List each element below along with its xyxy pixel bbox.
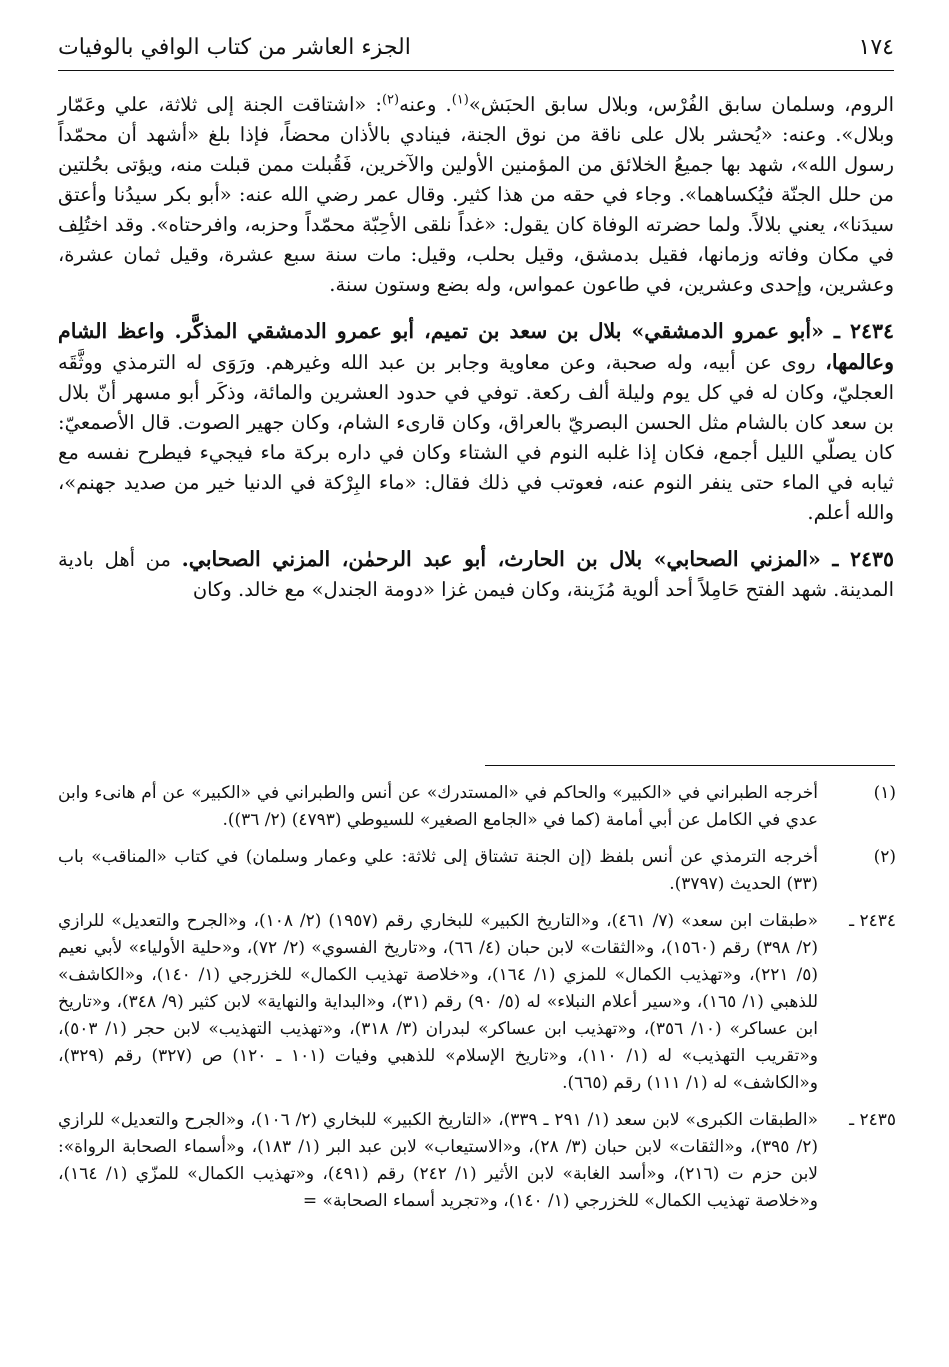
footnote	[58, 908, 896, 1097]
footnote-mark: ٢٤٣٤ ـ	[849, 911, 896, 931]
header-rule	[58, 70, 894, 71]
footnote	[58, 1107, 896, 1215]
para-text: الروم، وسلمان سابق الفُرْس، وبلال سابق الحبَش»	[468, 93, 894, 116]
footnote-text: «طبقات ابن سعد» (٧/ ٤٦١)، و«التاريخ الكبير» للبخاري رقم (١٩٥٧) (٢/ ١٠٨)، و«الجرح والتعديل» للرازي (٢/ ٣٩٨) رقم (١٥٦٠)، و«الثقات» لابن حبان (٤/ ٦٦)، و«تاريخ الفسوي» (٢/ ٧٢)، و«حلية الأولياء» لأبي نعيم (٥/ ٢٢١)، و«تهذيب الكمال» للمزي (١/ ١٦٤)، و«خلاصة تهذيب الكمال» للخزرجي (١/ ١٤٠)، و«الكاشف» للذهبي (١/ ١٦٥)، و«سير أعلام النبلاء» له (٥/ ٩٠) رقم (٣١)، و«البداية والنهاية» لابن كثير (٩/ ٣٤٨)، و«تاريخ ابن عساكر» (١٠/ ٣٥٦)، و«تهذيب ابن عساكر» لبدران (٣/ ٣١٨)، و«تهذيب التهذيب» لابن حجر (١/ ٥٠٣)، و«تقريب التهذيب» له (١/ ١١٠)، و«تاريخ الإسلام» للذهبي وفيات (١٠١ ـ ١٢٠) ص (٣٢٧) رقم (٣٢٩)، و«الكاشف» له (١/ ١١١) رقم (٦٦٥).	[58, 911, 819, 1093]
main-text	[58, 90, 894, 621]
footnote-rule	[485, 765, 895, 766]
footnote	[58, 844, 896, 898]
footnote-mark: ٢٤٣٥ ـ	[849, 1110, 896, 1130]
running-title: الجزء العاشر من كتاب الوافي بالوفيات	[58, 35, 411, 60]
entry-text: من أهل بادية المدينة. شهد الفتح حَامِلاً أحد ألوية مُزَينة، وكان فيمن غزا «دومة الجندل» مع خالد. وكان	[58, 548, 894, 601]
footnote-text: «الطبقات الكبرى» لابن سعد (١/ ٢٩١ ـ ٣٣٩)، «التاريخ الكبير» للبخاري (٢/ ١٠٦)، و«الجرح والتعديل» للرازي (٢/ ٣٩٥)، و«الثقات» لابن حبان (٣/ ٢٨)، و«الاستيعاب» لابن عبد البر (١/ ١٨٣)، و«أسماء الصحابة الرواة»: لابن حزم ت (٢١٦)، و«أسد الغابة» لابن الأثير (١/ ٢٤٢) رقم (٤٩١)، و«تهذيب الكمال» للمزّي (١/ ١٦٤)، و«خلاصة تهذيب الكمال» للخزرجي (١/ ١٤٠)، و«تجريد أسماء الصحابة» =	[58, 1110, 818, 1211]
footnote-ref: (١)	[451, 92, 469, 108]
footnote-text: أخرجه الترمذي عن أنس بلفظ (إن الجنة تشتاق إلى ثلاثة: علي وعمار وسلمان) في كتاب «المناقب» باب (٣٣) الحديث (٣٧٩٧).	[58, 847, 818, 894]
para-text: : «اشتاقت الجنة إلى ثلاثة، علي وعَمّار وبلال». وعنه: «يُحشر بلال على ناقة من نوق الجنة، فينادي بالأذان محضاً، فإذا بلغ «أشهد أن محمّداً رسول الله»، شهد بها جميعُ الخلائق من المؤمنين الأولين والآخرين، فَقُبلت ممن قبلت منه، ويؤتى بحُلتين من حلل الجنّة فيُكساهما». وجاء في حقه من هذا كثير. وقال عمر رضي الله عنه: «أبو بكر سيدُنا وأعتق سيدَنا»، يعني بلالاً. ولما حضرته الوفاة كان يقول: «غداً نلقى الأحِبّة محمّداً وحزبه، وافرحتاه». وقد اختُلِف في مكان وفاته وزمانها، فقيل بدمشق، وقيل بحلب، وقيل: مات سنة سبع عشرة، وقيل ثمان عشرة، وعشرين، وإحدى وعشرين، في طاعون عمواس، وله بضع وستون سنة.	[58, 93, 894, 296]
footnotes	[58, 780, 896, 1225]
para-text: . وعنه	[399, 93, 452, 116]
entry-heading: ٢٤٣٤ ـ «أبو عمرو الدمشقي» بلال بن سعد بن تميم، أبو عمرو الدمشقي المذكَّر. واعظ الشام وعالمها،	[58, 319, 894, 374]
footnote-ref: (٢)	[381, 92, 400, 108]
footnote-mark: (٢)	[873, 847, 896, 867]
footnote-mark: (١)	[873, 783, 896, 803]
entry-2435	[58, 544, 894, 605]
footnote	[58, 780, 896, 834]
entry-heading: ٢٤٣٥ ـ «المزني الصحابي» بلال بن الحارث، أبو عبد الرحمٰن، المزني الصحابي.	[181, 547, 894, 571]
paragraph-bilal-continued	[58, 90, 894, 300]
entry-text: روى عن أبيه، وله صحبة، وعن معاوية وجابر بن عبد الله وغيرهم. ورَوَى له الترمذي ووثَّقَه العجليّ، وكان له في كل يوم وليلة ألف ركعة. توفي في حدود العشرين والمائة، وذكَر أبو مسهر أنّ بلال بن سعد كان بالشام مثل الحسن البصريّ بالعراق، وكان قارىء الشام، وكان جهير الصوت. قال الأصمعيّ: كان يصلّي الليل أجمع، فكان إذا غلبه النوم في الشتاء وكان في داره بركة ماء فيجيء فيطرح نفسه مع ثيابه في الماء حتى ينفر النوم عنه، فعوتب في ذلك فقال: «ماء البِرْكة في الدنيا خير من صديد جهنم»، والله أعلم.	[58, 351, 894, 524]
page-header	[58, 28, 894, 68]
page-number: ١٧٤	[858, 35, 894, 60]
footnote-text: أخرجه الطبراني في «الكبير» والحاكم في «المستدرك» عن أنس والطبراني في «الكبير» عن أم هانىء وابن عدي في الكامل عن أبي أمامة (كما في «الجامع الصغير» للسيوطي (٤٧٩٣) (٢/ ٣٦)).	[58, 783, 818, 830]
entry-2434	[58, 316, 894, 528]
